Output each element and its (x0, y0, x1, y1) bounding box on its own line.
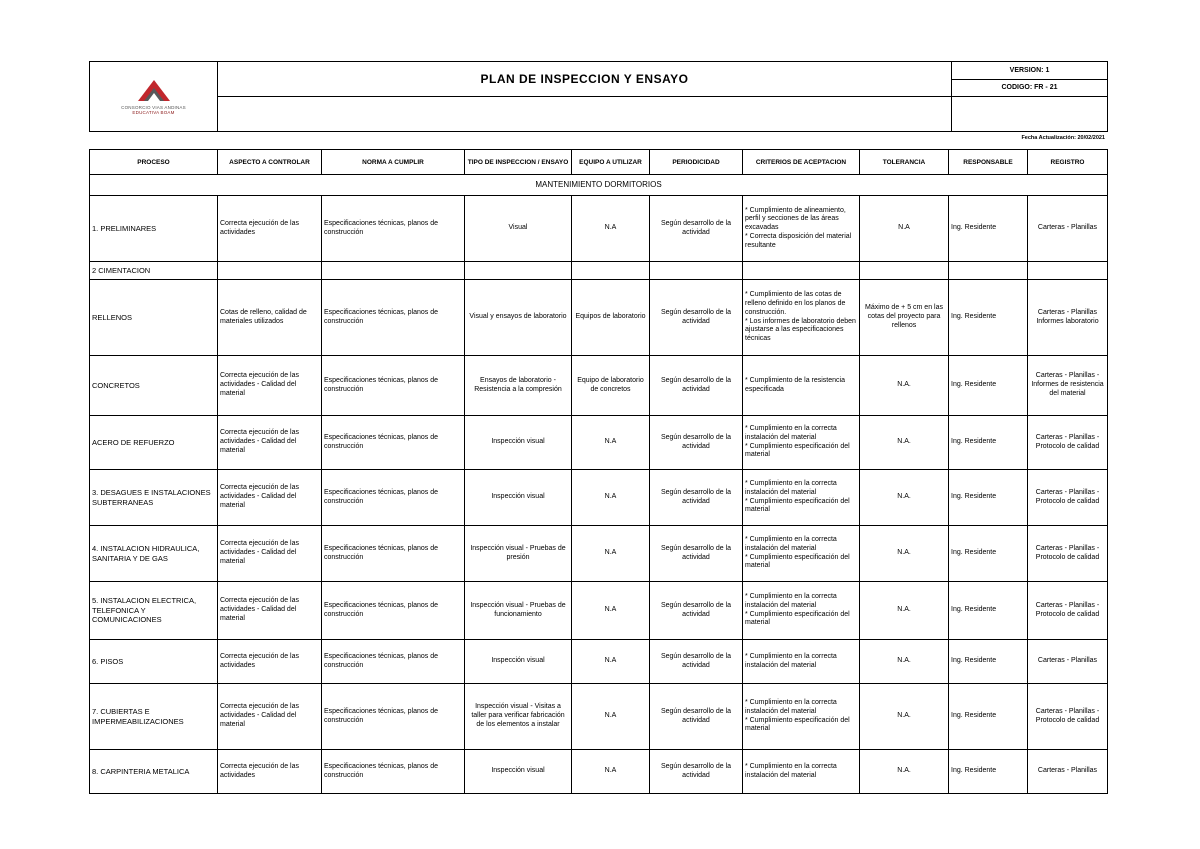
cell-registro: Carteras - Planillas Informes laboratorio (1028, 280, 1108, 356)
cell-criterios: * Cumplimiento en la correcta instalación del material * Cumplimiento especificación del material (743, 470, 860, 526)
cell-tipo: Inspección visual - Visitas a taller para verificar fabricación de los elementos a instalar (465, 684, 572, 750)
table-row (90, 582, 1108, 640)
logo-text-line1: CONSORCIO VIAS ANDINAS (121, 104, 186, 110)
company-logo (90, 62, 218, 132)
cell-proceso: 5. INSTALACION ELECTRICA, TELEFONICA Y COMUNICACIONES (90, 582, 218, 640)
cell-proceso: 4. INSTALACION HIDRAULICA, SANITARIA Y DE GAS (90, 526, 218, 582)
cell-tipo: Ensayos de laboratorio - Resistencia a la compresión (465, 356, 572, 416)
table-row (90, 470, 1108, 526)
cell-tolerancia: N.A. (860, 640, 949, 684)
cell-criterios: * Cumplimiento de la resistencia especificada (743, 356, 860, 416)
cell-registro: Carteras - Planillas (1028, 750, 1108, 794)
cell-criterios: * Cumplimiento en la correcta instalación del material * Cumplimiento especificación del material (743, 526, 860, 582)
cell-proceso: 8. CARPINTERIA METALICA (90, 750, 218, 794)
col-header-equipo: EQUIPO A UTILIZAR (572, 150, 650, 175)
cell-tipo: Visual y ensayos de laboratorio (465, 280, 572, 356)
cell-norma: Especificaciones técnicas, planos de construcción (322, 356, 465, 416)
col-header-tipo: TIPO DE INSPECCION / ENSAYO (465, 150, 572, 175)
cell-responsable: Ing. Residente (949, 470, 1028, 526)
col-header-proceso: PROCESO (90, 150, 218, 175)
cell-criterios: * Cumplimiento en la correcta instalación del material * Cumplimiento especificación del material (743, 684, 860, 750)
col-header-aspecto: ASPECTO A CONTROLAR (218, 150, 322, 175)
section-title: MANTENIMIENTO DORMITORIOS (90, 175, 1108, 196)
cell-equipo: N.A (572, 750, 650, 794)
table-row (90, 684, 1108, 750)
document-sheet (89, 61, 1107, 794)
cell-proceso: CONCRETOS (90, 356, 218, 416)
table-row (90, 262, 1108, 280)
logo-text-line2: EDUCATIVA BOAM (132, 109, 175, 115)
cell-registro: Carteras - Planillas - Protocolo de calidad (1028, 470, 1108, 526)
cell-registro (1028, 262, 1108, 280)
cell-equipo: N.A (572, 416, 650, 470)
col-header-responsable: RESPONSABLE (949, 150, 1028, 175)
cell-tolerancia: N.A. (860, 356, 949, 416)
cell-aspecto: Correcta ejecución de las actividades - Calidad del material (218, 356, 322, 416)
cell-tolerancia: N.A. (860, 416, 949, 470)
cell-periodicidad: Según desarrollo de la actividad (650, 470, 743, 526)
document-title: PLAN DE INSPECCION Y ENSAYO (218, 62, 952, 97)
cell-periodicidad: Según desarrollo de la actividad (650, 416, 743, 470)
cell-tolerancia: N.A. (860, 582, 949, 640)
cell-equipo: Equipo de laboratorio de concretos (572, 356, 650, 416)
col-header-tolerancia: TOLERANCIA (860, 150, 949, 175)
cell-criterios (743, 262, 860, 280)
col-header-periodicidad: PERIODICIDAD (650, 150, 743, 175)
table-row (90, 416, 1108, 470)
cell-equipo: N.A (572, 640, 650, 684)
cell-tolerancia: Máximo de + 5 cm en las cotas del proyecto para rellenos (860, 280, 949, 356)
cell-norma (322, 262, 465, 280)
cell-norma: Especificaciones técnicas, planos de construcción (322, 470, 465, 526)
cell-proceso: 7. CUBIERTAS E IMPERMEABILIZACIONES (90, 684, 218, 750)
cell-proceso: 6. PISOS (90, 640, 218, 684)
cell-registro: Carteras - Planillas (1028, 196, 1108, 262)
cell-proceso: 1. PRELIMINARES (90, 196, 218, 262)
cell-tolerancia: N.A. (860, 526, 949, 582)
cell-registro: Carteras - Planillas - Protocolo de calidad (1028, 416, 1108, 470)
header-blank-cell (218, 97, 952, 132)
cell-registro: Carteras - Planillas (1028, 640, 1108, 684)
cell-tolerancia: N.A. (860, 750, 949, 794)
cell-aspecto: Cotas de relleno, calidad de materiales utilizados (218, 280, 322, 356)
cell-tolerancia (860, 262, 949, 280)
cell-aspecto: Correcta ejecución de las actividades - Calidad del material (218, 470, 322, 526)
cell-aspecto: Correcta ejecución de las actividades - Calidad del material (218, 684, 322, 750)
section-row (90, 175, 1108, 196)
cell-responsable: Ing. Residente (949, 196, 1028, 262)
cell-tipo: Inspección visual (465, 416, 572, 470)
cell-tipo: Visual (465, 196, 572, 262)
cell-tipo: Inspección visual (465, 640, 572, 684)
cell-tolerancia: N.A. (860, 684, 949, 750)
cell-criterios: * Cumplimiento en la correcta instalación del material (743, 750, 860, 794)
cell-tolerancia: N.A (860, 196, 949, 262)
cell-periodicidad: Según desarrollo de la actividad (650, 684, 743, 750)
col-header-registro: REGISTRO (1028, 150, 1108, 175)
cell-equipo (572, 262, 650, 280)
table-row (90, 356, 1108, 416)
table-row (90, 280, 1108, 356)
cell-criterios: * Cumplimiento de alineamiento, perfil y secciones de las áreas excavadas * Correcta disposición del material resultante (743, 196, 860, 262)
cell-norma: Especificaciones técnicas, planos de construcción (322, 280, 465, 356)
cell-registro: Carteras - Planillas - Protocolo de calidad (1028, 582, 1108, 640)
cell-criterios: * Cumplimiento de las cotas de relleno definido en los planos de construcción. * Los informes de laboratorio deben ajustarse a las especificaciones técnicas (743, 280, 860, 356)
cell-periodicidad: Según desarrollo de la actividad (650, 280, 743, 356)
cell-equipo: N.A (572, 582, 650, 640)
cell-responsable (949, 262, 1028, 280)
cell-norma: Especificaciones técnicas, planos de construcción (322, 416, 465, 470)
cell-norma: Especificaciones técnicas, planos de construcción (322, 684, 465, 750)
code-label: CODIGO: FR - 21 (952, 79, 1108, 97)
cell-proceso: 3. DESAGUES E INSTALACIONES SUBTERRANEAS (90, 470, 218, 526)
cell-responsable: Ing. Residente (949, 280, 1028, 356)
cell-registro: Carteras - Planillas - Protocolo de calidad (1028, 526, 1108, 582)
table-row (90, 750, 1108, 794)
cell-periodicidad: Según desarrollo de la actividad (650, 196, 743, 262)
cell-criterios: * Cumplimiento en la correcta instalación del material * Cumplimiento especificación del material (743, 582, 860, 640)
table-row (90, 640, 1108, 684)
cell-periodicidad: Según desarrollo de la actividad (650, 750, 743, 794)
cell-aspecto: Correcta ejecución de las actividades (218, 750, 322, 794)
cell-registro: Carteras - Planillas - Informes de resistencia del material (1028, 356, 1108, 416)
table-header-row (90, 150, 1108, 175)
cell-responsable: Ing. Residente (949, 582, 1028, 640)
header-blank-cell-right (952, 97, 1108, 132)
cell-aspecto (218, 262, 322, 280)
cell-aspecto: Correcta ejecución de las actividades - Calidad del material (218, 582, 322, 640)
cell-equipo: N.A (572, 196, 650, 262)
cell-periodicidad: Según desarrollo de la actividad (650, 640, 743, 684)
table-row (90, 526, 1108, 582)
cell-tipo: Inspección visual (465, 750, 572, 794)
document-header (89, 61, 1108, 132)
cell-criterios: * Cumplimiento en la correcta instalación del material * Cumplimiento especificación del material (743, 416, 860, 470)
cell-tipo: Inspección visual - Pruebas de funcionamiento (465, 582, 572, 640)
cell-norma: Especificaciones técnicas, planos de construcción (322, 196, 465, 262)
cell-aspecto: Correcta ejecución de las actividades - Calidad del material (218, 526, 322, 582)
cell-equipo: Equipos de laboratorio (572, 280, 650, 356)
cell-responsable: Ing. Residente (949, 356, 1028, 416)
cell-equipo: N.A (572, 526, 650, 582)
cell-periodicidad: Según desarrollo de la actividad (650, 356, 743, 416)
cell-aspecto: Correcta ejecución de las actividades (218, 640, 322, 684)
cell-periodicidad: Según desarrollo de la actividad (650, 582, 743, 640)
cell-responsable: Ing. Residente (949, 750, 1028, 794)
cell-tolerancia: N.A. (860, 470, 949, 526)
cell-tipo: Inspección visual - Pruebas de presión (465, 526, 572, 582)
cell-norma: Especificaciones técnicas, planos de construcción (322, 640, 465, 684)
cell-tipo: Inspección visual (465, 470, 572, 526)
cell-norma: Especificaciones técnicas, planos de construcción (322, 582, 465, 640)
cell-proceso: ACERO DE REFUERZO (90, 416, 218, 470)
cell-aspecto: Correcta ejecución de las actividades - Calidad del material (218, 416, 322, 470)
col-header-criterios: CRITERIOS DE ACEPTACION (743, 150, 860, 175)
cell-aspecto: Correcta ejecución de las actividades (218, 196, 322, 262)
cell-responsable: Ing. Residente (949, 640, 1028, 684)
inspection-table (89, 149, 1108, 794)
cell-periodicidad (650, 262, 743, 280)
cell-periodicidad: Según desarrollo de la actividad (650, 526, 743, 582)
cell-proceso: 2 CIMENTACION (90, 262, 218, 280)
update-date: Fecha Actualización: 20/02/2021 (1021, 135, 1105, 141)
cell-equipo: N.A (572, 684, 650, 750)
version-label: VERSION: 1 (952, 62, 1108, 80)
logo-mark-icon (134, 79, 174, 105)
cell-responsable: Ing. Residente (949, 416, 1028, 470)
cell-proceso: RELLENOS (90, 280, 218, 356)
cell-criterios: * Cumplimiento en la correcta instalación del material (743, 640, 860, 684)
cell-responsable: Ing. Residente (949, 684, 1028, 750)
cell-norma: Especificaciones técnicas, planos de construcción (322, 526, 465, 582)
cell-norma: Especificaciones técnicas, planos de construcción (322, 750, 465, 794)
cell-tipo (465, 262, 572, 280)
col-header-norma: NORMA A CUMPLIR (322, 150, 465, 175)
cell-registro: Carteras - Planillas - Protocolo de calidad (1028, 684, 1108, 750)
table-row (90, 196, 1108, 262)
cell-responsable: Ing. Residente (949, 526, 1028, 582)
cell-equipo: N.A (572, 470, 650, 526)
